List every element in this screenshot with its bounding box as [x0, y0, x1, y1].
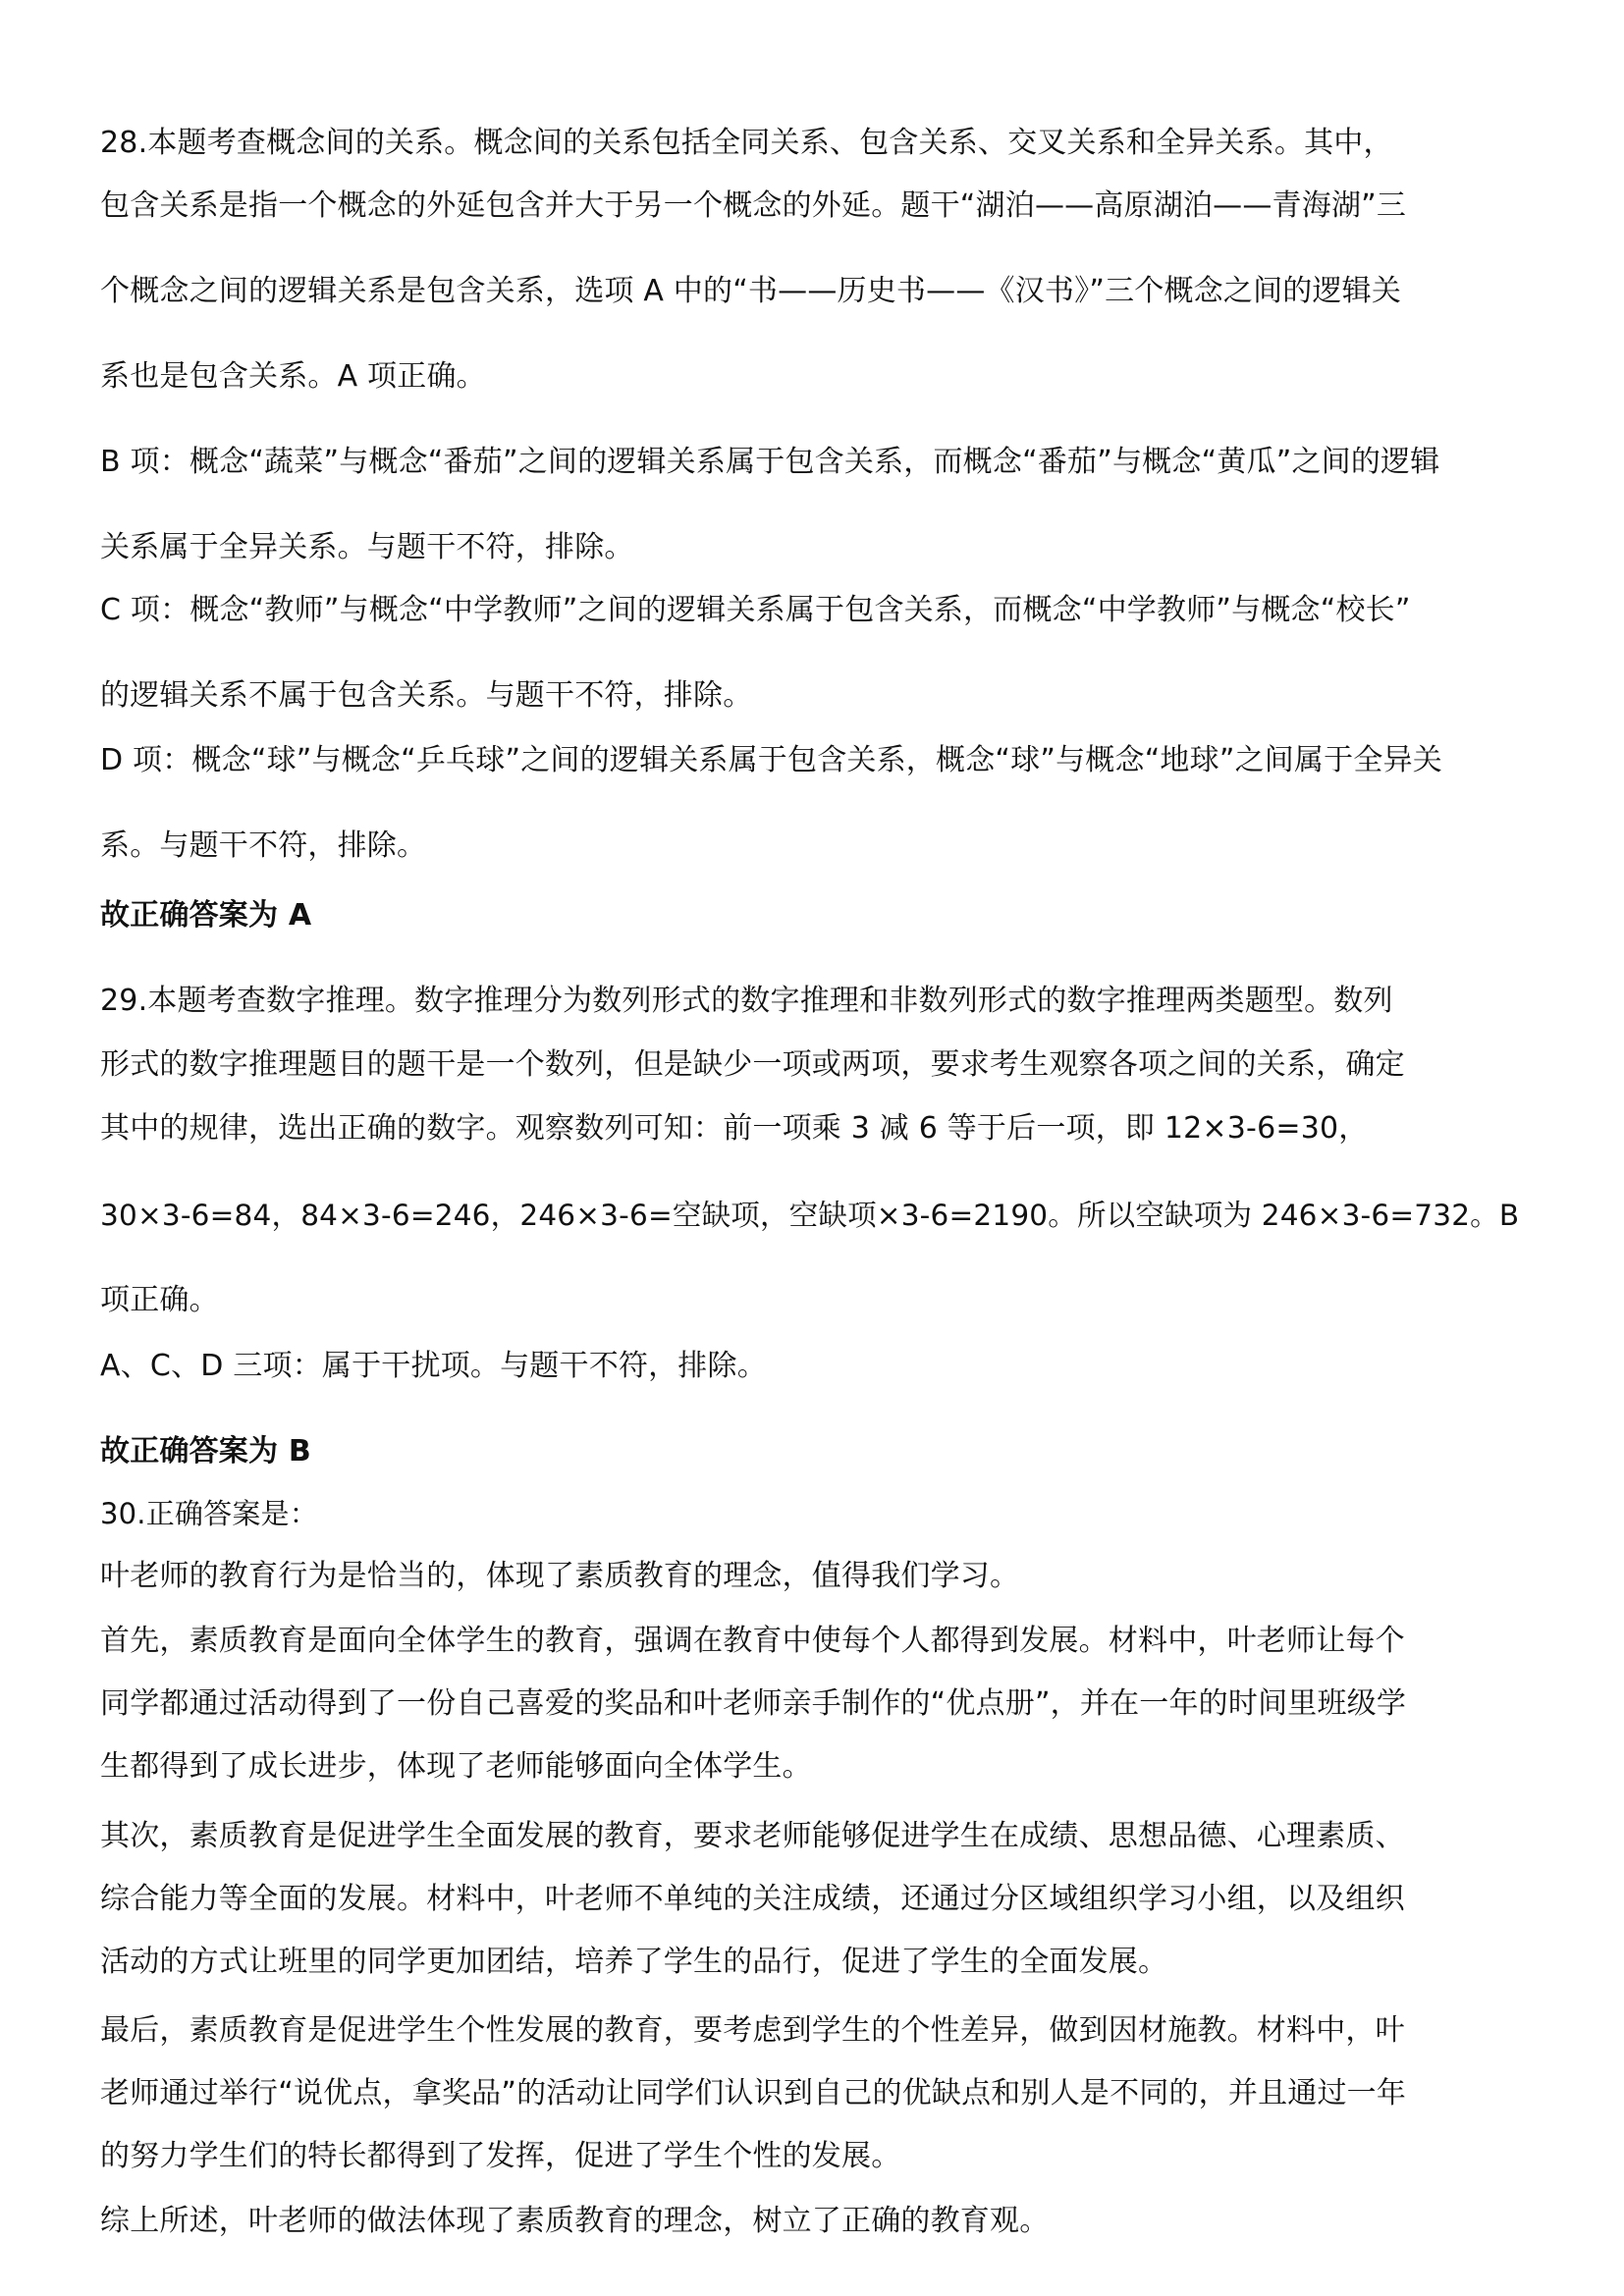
q28-answer: 故正确答案为 A — [100, 898, 312, 933]
q30-line-4: 生都得到了成长进步，体现了老师能够面向全体学生。 — [100, 1749, 812, 1784]
q28-option-d-line-2: 系。与题干不符，排除。 — [100, 828, 427, 863]
q28-option-b-line-1: B 项：概念“蔬菜”与概念“番茄”之间的逻辑关系属于包含关系，而概念“番茄”与概念“黄瓜”之间的逻辑 — [100, 445, 1440, 479]
q29-line-3: 其中的规律，选出正确的数字。观察数列可知：前一项乘 3 减 6 等于后一项，即 12×3-6=30， — [100, 1111, 1369, 1146]
q30-line-1: 叶老师的教育行为是恰当的，体现了素质教育的理念，值得我们学习。 — [100, 1559, 1020, 1593]
q28-option-c-line-2: 的逻辑关系不属于包含关系。与题干不符，排除。 — [100, 678, 753, 713]
q30-line-2: 首先，素质教育是面向全体学生的教育，强调在教育中使每个人都得到发展。材料中，叶老师让每个 — [100, 1624, 1405, 1658]
q30-line-3: 同学都通过活动得到了一份自己喜爱的奖品和叶老师亲手制作的“优点册”，并在一年的时间里班级学 — [100, 1686, 1407, 1721]
q30-line-10: 的努力学生们的特长都得到了发挥，促进了学生个性的发展。 — [100, 2139, 901, 2173]
q30-line-11: 综上所述，叶老师的做法体现了素质教育的理念，树立了正确的教育观。 — [100, 2204, 1050, 2238]
q28-option-c-line-1: C 项：概念“教师”与概念“中学教师”之间的逻辑关系属于包含关系，而概念“中学教师”与概念“校长” — [100, 593, 1411, 627]
q30-line-7: 活动的方式让班里的同学更加团结，培养了学生的品行，促进了学生的全面发展。 — [100, 1945, 1168, 1979]
q28-option-b-line-2: 关系属于全异关系。与题干不符，排除。 — [100, 530, 634, 564]
q29-line-4: 30×3-6=84，84×3-6=246，246×3-6=空缺项，空缺项×3-6=2190。所以空缺项为 246×3-6=732。B — [100, 1199, 1520, 1232]
q28-line-1: 28.本题考查概念间的关系。概念间的关系包括全同关系、包含关系、交叉关系和全异关系。其中， — [100, 126, 1393, 160]
q28-option-d-line-1: D 项：概念“球”与概念“乒乓球”之间的逻辑关系属于包含关系，概念“球”与概念“地球”之间属于全异关 — [100, 743, 1442, 777]
q30-line-5: 其次，素质教育是促进学生全面发展的教育，要求老师能够促进学生在成绩、思想品德、心理素质、 — [100, 1819, 1405, 1853]
q29-answer: 故正确答案为 B — [100, 1434, 311, 1468]
q29-line-1: 29.本题考查数字推理。数字推理分为数列形式的数字推理和非数列形式的数字推理两类题型。数列 — [100, 984, 1393, 1018]
q29-line-5: 项正确。 — [100, 1283, 219, 1317]
q30-line-8: 最后，素质教育是促进学生个性发展的教育，要考虑到学生的个性差异，做到因材施教。材料中，叶 — [100, 2013, 1405, 2048]
q28-line-3: 个概念之间的逻辑关系是包含关系，选项 A 中的“书——历史书——《汉书》”三个概念之间的逻辑关 — [100, 274, 1402, 308]
q30-heading: 30.正确答案是： — [100, 1497, 318, 1530]
q29-distractors: A、C、D 三项：属于干扰项。与题干不符，排除。 — [100, 1349, 767, 1383]
q29-line-2: 形式的数字推理题目的题干是一个数列，但是缺少一项或两项，要求考生观察各项之间的关系，确定 — [100, 1047, 1405, 1082]
q28-line-2: 包含关系是指一个概念的外延包含并大于另一个概念的外延。题干“湖泊——高原湖泊——青海湖”三 — [100, 188, 1407, 223]
q30-line-6: 综合能力等全面的发展。材料中，叶老师不单纯的关注成绩，还通过分区域组织学习小组，以及组织 — [100, 1882, 1405, 1916]
q28-line-4: 系也是包含关系。A 项正确。 — [100, 359, 486, 394]
q30-line-9: 老师通过举行“说优点，拿奖品”的活动让同学们认识到自己的优缺点和别人是不同的，并且通过一年 — [100, 2076, 1407, 2110]
